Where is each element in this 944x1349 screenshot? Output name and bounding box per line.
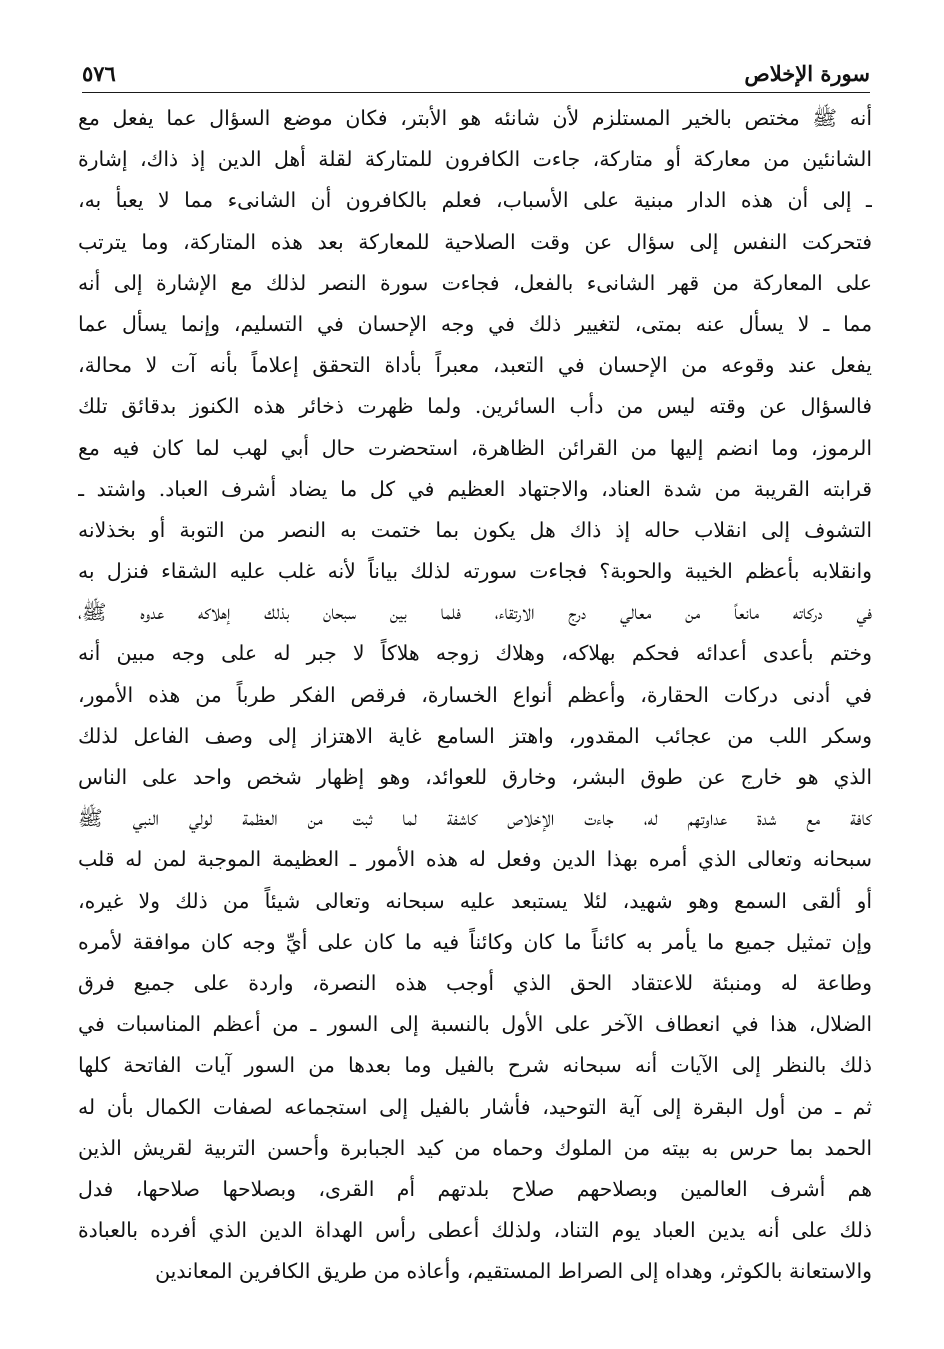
text-line: الشانئين من معاركة أو متاركة، جاءت الكافرون للمتاركة لقلة أهل الدين إذ ذاك، إشارة [78,147,872,172]
text-line: ـ إلى أن هذه الدار مبنية على الأسباب، فعلم بالكافرون أن الشانىء مما لا يعبأ به، [78,188,872,213]
text-line: هم أشرف العالمين وبصلاحهم صلاح بلدتهم أم القرى، وبصلاحها صلاحها، فدل [78,1176,872,1201]
text-line: الحمد بما حرس به بيته من الملوك وحماه من كيد الجبابرة وأحسن التربية لقريش الذين [78,1135,872,1160]
text-line: يفعل عند وقوعه من الإحسان في التعبد، معبراً بأداة التحقق إعلاماً بأنه آت لا محالة، [78,353,872,378]
text-line: الذي هو خارج عن طوق البشر، وخارق للعوائد، وهو إظهار شخص واحد على الناس [78,765,872,789]
surah-title: سورة الإخلاص [744,61,870,86]
text-line: مما ـ لا يسأل عنه بمتى، لتغيير ذلك في وجه الإحسان في التسليم، وإنما يسأل عما [78,311,872,336]
text-line: التشوف إلى انقلاب حاله إذ ذاك هل يكون بما ختمت به النصر من التوبة أو بخذلانه [78,517,872,542]
text-line: على المعاركة من قهر الشانىء بالفعل، فجاءت سورة النصر لذلك مع الإشارة إلى أنه [78,270,872,295]
text-line: في أدنى دركات الحقارة، وأعظم أنواع الخسارة، فرقص الفكر طرباً من هذه الأمور، [78,682,872,707]
text-line: وسكر اللب من عجائب المقدور، واهتز السامع غاية الاهتزاز إلى وصف الفاعل لذلك [78,723,872,748]
text-line: وإن تمثيل جميع ما يأمر به كائناً ما كان وكائناً فيه ما كان على أيِّ وجه كان موافقة لأمره [78,929,872,954]
text-line: أو ألقى السمع وهو شهيد، لئلا يستبعد عليه سبحانه وتعالى شيئاً من ذلك ولا غيره، [78,888,872,913]
text-line: ذلك بالنظر إلى الآيات أنه سبحانه شرح بالفيل وما بعدها من السور آيات الفاتحة كلها [78,1053,872,1078]
running-header [82,52,870,93]
text-line: وطاعة له ومنبئة للاعتقاد الحق الذي أوجب هذه النصرة، واردة على جميع فرق [78,970,872,995]
text-line: وانقلابه بأعظم الخيبة والحوبة؟ فجاءت سورته لذلك بياناً لأنه غلب عليه الشقاء فنزل به [78,559,872,584]
text-line: ثم ـ من أول البقرة إلى آية التوحيد، فأشار بالفيل إلى استجماعه لصفات الكمال بأن له [78,1094,872,1119]
text-line: ذلك على أنه يدين العباد يوم التناد، ولذلك أعطى رأس الهداة الدين الذي أفرده بالعبادة [78,1218,872,1243]
text-line: الرموز، وما انضم إليها من القرائن الظاهرة، استحضرت حال أبي لهب لما كان فيه مع [78,435,872,460]
text-line: الضلال، هذا في انعطاف الآخر على الأول بالنسبة إلى السور ـ من أعظم المناسبات في [78,1012,872,1037]
text-line: فالسؤال عن وقته ليس من دأب السائرين. ولما ظهرت ذخائر هذه الكنوز بدقائق تلك [78,394,872,419]
text-line: سبحانه وتعالى الذي أمره بهذا الدين وفعل له هذه الأمور ـ العظيمة الموجبة لمن له قلب [78,847,872,872]
text-line: أنه ﷺ مختص بالخير المستلزم لأن شانئه هو الأبتر، فكان موضع السؤال عما يفعل مع [78,106,872,130]
text-line: والاستعانة بالكوثر، وهداه إلى الصراط المستقيم، وأعاذه من طريق الكافرين المعاندين [155,1259,872,1284]
text-line: في دركاته مانعاً من معالي درج الارتقاء، فلما بين سبحان بذلك إهلاكه عدوه ﷺ، [78,600,872,625]
page-number: ٥٧٦ [82,61,116,86]
text-line: فتحركت النفس إلى سؤال عن وقت الصلاحية للمعاركة بعد هذه المتاركة، وما يترتب [78,229,872,254]
body-text [78,98,872,1292]
text-line: قرابته القريبة من شدة العناد، والاجتهاد العظيم في كل ما يضاد أشرف العباد. واشتد ـ [78,476,872,501]
text-line: وختم بأعدى أعدائه فحكم بهلاكه، وهلاك زوجه هلاكاً لا جبر له على وجه مبين أنه [78,641,872,666]
text-line: كافة مع شدة عداوتهم له، جاءت الإخلاص كاشفة لما ثبت من العظمة لولي النبي ﷺ [78,806,872,831]
